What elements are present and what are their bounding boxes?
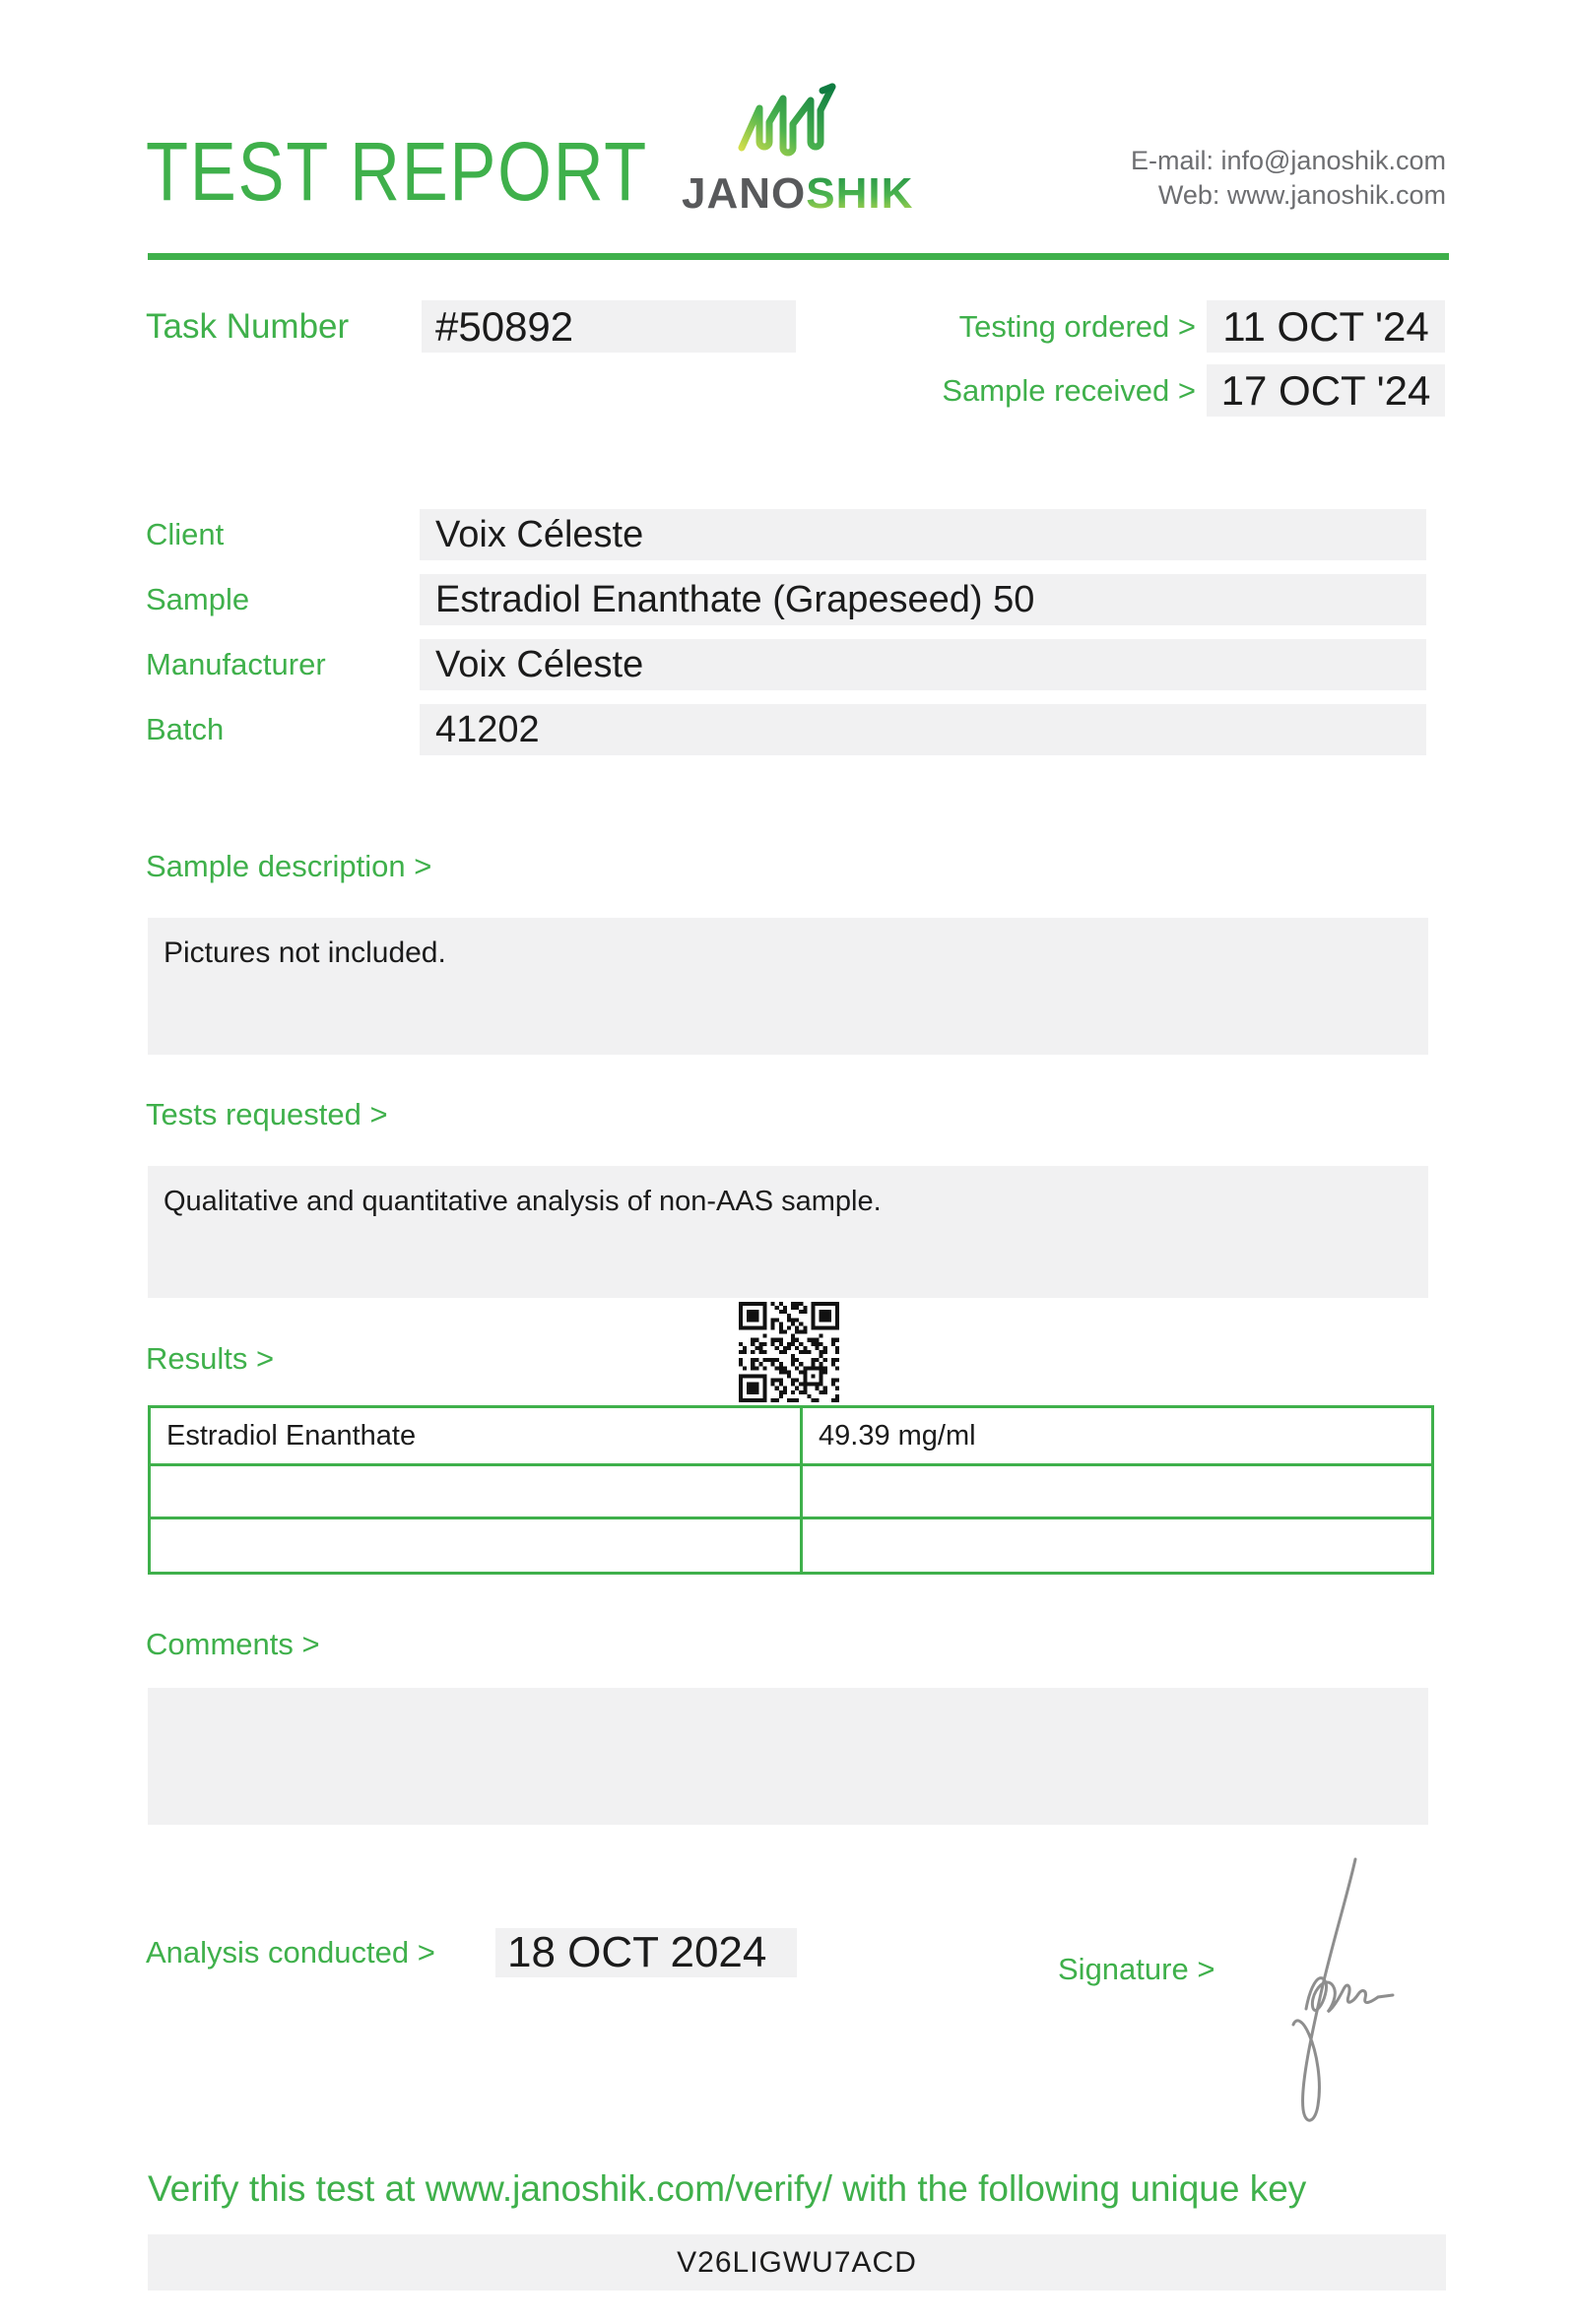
- task-number-label: Task Number: [146, 307, 350, 346]
- testing-ordered-label: Testing ordered >: [958, 309, 1196, 344]
- result-value-cell: 49.39 mg/ml: [800, 1408, 1431, 1463]
- tests-requested-heading: Tests requested >: [146, 1097, 388, 1131]
- analysis-conducted-label: Analysis conducted >: [146, 1935, 435, 1969]
- page-title: TEST REPORT: [146, 125, 648, 218]
- verify-instruction: Verify this test at www.janoshik.com/verify/ with the following unique key: [148, 2168, 1307, 2209]
- sample-description-box: [148, 918, 1428, 1055]
- sample-value: Estradiol Enanthate (Grapeseed) 50: [420, 574, 1426, 625]
- comments-heading: Comments >: [146, 1627, 320, 1661]
- task-number-value: #50892: [422, 300, 796, 353]
- web-label: Web:: [1157, 180, 1220, 210]
- result-value-cell: [800, 1517, 1431, 1572]
- logo-text-shik: SHIK: [806, 169, 914, 218]
- logo-text-jano: JANO: [682, 169, 807, 218]
- batch-value: 41202: [420, 704, 1426, 755]
- web-value: www.janoshik.com: [1226, 180, 1446, 210]
- result-analyte-cell: [151, 1463, 800, 1517]
- sample-description-heading: Sample description >: [146, 849, 432, 883]
- result-value-cell: [800, 1463, 1431, 1517]
- tests-requested-box: [148, 1166, 1428, 1298]
- results-table: [148, 1405, 1434, 1575]
- results-heading: Results >: [146, 1341, 275, 1376]
- comments-box: [148, 1688, 1428, 1825]
- detail-row-client: [146, 509, 1426, 560]
- header-divider: [148, 253, 1449, 260]
- result-analyte-cell: Estradiol Enanthate: [166, 1419, 417, 1452]
- analysis-conducted-value: 18 OCT 2024: [495, 1928, 797, 1977]
- janoshik-chart-icon: [735, 79, 839, 161]
- contact-web-line: [1131, 178, 1446, 213]
- contact-block: [1131, 144, 1446, 213]
- sample-label: Sample: [146, 582, 250, 616]
- result-analyte-cell: [151, 1517, 800, 1572]
- email-value: info@janoshik.com: [1220, 146, 1446, 175]
- manufacturer-label: Manufacturer: [146, 647, 326, 681]
- qr-code: [737, 1302, 841, 1402]
- sample-received-label: Sample received >: [942, 373, 1196, 408]
- verify-key: V26LIGWU7ACD: [148, 2234, 1446, 2291]
- signature-image: [1253, 1851, 1411, 2137]
- sample-received-value: 17 OCT '24: [1207, 364, 1445, 417]
- detail-row-manufacturer: [146, 639, 1426, 690]
- contact-email-line: [1131, 144, 1446, 178]
- client-value: Voix Céleste: [420, 509, 1426, 560]
- janoshik-logo: [682, 169, 914, 219]
- signature-label: Signature >: [1058, 1952, 1215, 1986]
- detail-row-sample: [146, 574, 1426, 625]
- batch-label: Batch: [146, 712, 225, 746]
- tests-requested-text: Qualitative and quantitative analysis of non-AAS sample.: [164, 1186, 882, 1217]
- manufacturer-value: Voix Céleste: [420, 639, 1426, 690]
- testing-ordered-value: 11 OCT '24: [1207, 300, 1445, 353]
- detail-row-batch: [146, 704, 1426, 755]
- email-label: E-mail:: [1130, 146, 1214, 175]
- client-label: Client: [146, 517, 225, 551]
- sample-description-text: Pictures not included.: [164, 936, 446, 969]
